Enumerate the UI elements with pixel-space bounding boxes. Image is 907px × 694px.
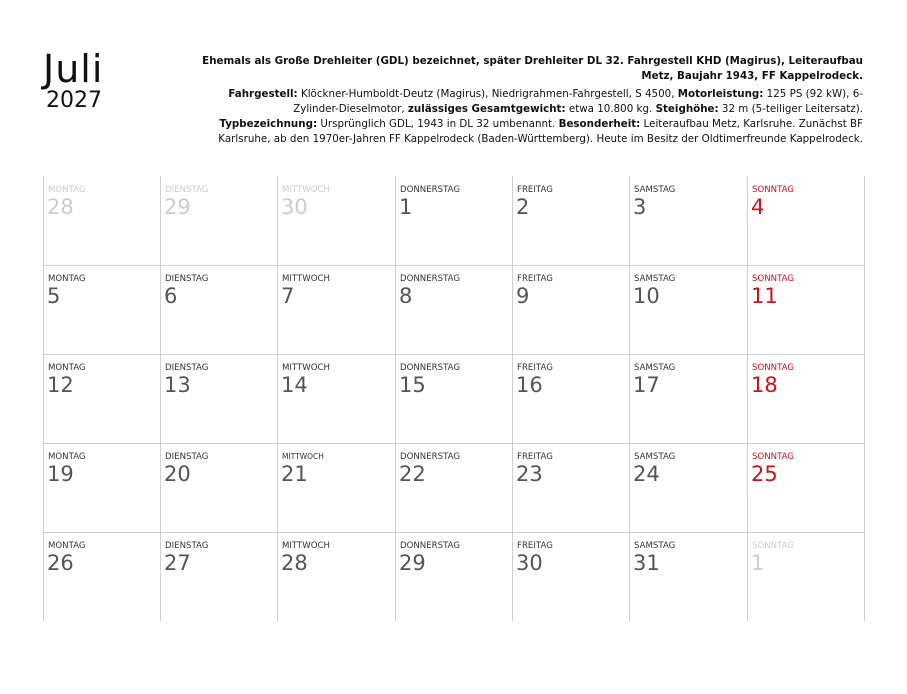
calendar-day-cell[interactable] (748, 443, 865, 532)
calendar-day-cell[interactable] (396, 443, 513, 532)
day-number: 1 (751, 551, 765, 575)
day-number: 14 (281, 373, 308, 397)
day-number: 9 (516, 284, 530, 308)
calendar-day-cell[interactable] (748, 354, 865, 443)
calendar-day-cell[interactable] (748, 265, 865, 354)
detail-label: Besonderheit: (558, 118, 641, 130)
weekday-label: MONTAG (48, 541, 86, 551)
calendar-day-cell[interactable] (278, 443, 395, 532)
day-number: 8 (399, 284, 413, 308)
detail-text: Ursprünglich GDL, 1943 in DL 32 umbenannt. (317, 118, 559, 130)
year-title: 2027 (46, 88, 102, 113)
calendar-day-cell[interactable] (278, 354, 395, 443)
weekday-label: FREITAG (517, 541, 553, 551)
calendar-day-cell[interactable] (748, 176, 865, 265)
weekday-label: MITTWOCH (282, 363, 331, 373)
weekday-label: DONNERSTAG (400, 541, 461, 551)
weekday-label: MITTWOCH (282, 452, 324, 461)
calendar-day-cell[interactable] (161, 443, 278, 532)
weekday-label: FREITAG (517, 185, 553, 195)
day-number: 29 (399, 551, 426, 575)
day-number: 17 (633, 373, 660, 397)
calendar-day-cell[interactable] (513, 532, 630, 621)
calendar-day-cell[interactable] (630, 265, 747, 354)
detail-label: Fahrgestell: (228, 88, 298, 100)
weekday-label: SAMSTAG (634, 274, 676, 284)
weekday-label: FREITAG (517, 452, 553, 462)
weekday-label: FREITAG (517, 363, 553, 373)
weekday-label: SONNTAG (752, 452, 795, 462)
day-number: 11 (751, 284, 778, 308)
calendar-day-cell[interactable] (630, 443, 747, 532)
day-number: 19 (47, 462, 74, 486)
day-number: 27 (164, 551, 191, 575)
description-details (198, 87, 863, 147)
calendar-day-cell[interactable] (44, 265, 161, 354)
weekday-label: MITTWOCH (282, 541, 331, 551)
detail-text: Leiteraufbau Metz, Karlsruhe. Zunächst BF Karlsruhe, ab den 1970er-Jahren FF Kappelrodeck (Baden-Württemberg). Heute im Besitz der Oldtimerfreunde Kappelrodeck. (218, 118, 863, 145)
day-number: 15 (399, 373, 426, 397)
weekday-label: DIENSTAG (165, 541, 209, 551)
calendar-day-cell[interactable] (630, 354, 747, 443)
month-title: Juli (43, 47, 104, 91)
calendar-day-cell[interactable] (513, 265, 630, 354)
calendar-day-cell[interactable] (630, 176, 747, 265)
day-number: 4 (751, 195, 765, 219)
weekday-label: FREITAG (517, 274, 553, 284)
weekday-label: DONNERSTAG (400, 274, 461, 284)
day-number: 24 (633, 462, 660, 486)
calendar-day-cell[interactable] (278, 532, 395, 621)
calendar-day-cell[interactable] (396, 354, 513, 443)
day-number: 30 (281, 195, 308, 219)
weekday-label: SAMSTAG (634, 452, 676, 462)
weekday-label: DONNERSTAG (400, 363, 461, 373)
day-number: 16 (516, 373, 543, 397)
day-number: 12 (47, 373, 74, 397)
detail-label: Steighöhe: (655, 103, 719, 115)
calendar-day-cell[interactable] (513, 354, 630, 443)
calendar-day-cell[interactable] (161, 354, 278, 443)
day-number: 22 (399, 462, 426, 486)
weekday-label: MONTAG (48, 363, 86, 373)
calendar-day-cell[interactable] (161, 532, 278, 621)
day-number: 3 (633, 195, 647, 219)
calendar-day-cell[interactable] (161, 265, 278, 354)
day-number: 13 (164, 373, 191, 397)
day-number: 18 (751, 373, 778, 397)
calendar-day-cell[interactable] (44, 443, 161, 532)
detail-text: 32 m (5-teiliger Leitersatz). (718, 103, 863, 115)
day-number: 23 (516, 462, 543, 486)
detail-text: 125 PS (92 kW), 6-Zylinder-Dieselmotor, (293, 88, 863, 115)
weekday-label: SONNTAG (752, 185, 795, 195)
weekday-label: MITTWOCH (282, 185, 331, 195)
description-headline: Ehemals als Große Drehleiter (GDL) bezeichnet, später Drehleiter DL 32. Fahrgestell KHD (Magirus), Leiteraufbau Metz, Baujahr 1943, FF Kappelrodeck. (202, 55, 863, 82)
calendar-day-cell[interactable] (630, 532, 747, 621)
weekday-label: DIENSTAG (165, 452, 209, 462)
calendar-day-cell[interactable] (278, 176, 395, 265)
weekday-label: MONTAG (48, 274, 86, 284)
weekday-label: SAMSTAG (634, 363, 676, 373)
calendar-day-cell[interactable] (44, 532, 161, 621)
vehicle-description (198, 54, 863, 147)
day-number: 21 (281, 462, 308, 486)
detail-label: Typbezeichnung: (219, 118, 318, 130)
detail-text: Klöckner-Humboldt-Deutz (Magirus), Niedrigrahmen-Fahrgestell, S 4500, (297, 88, 678, 100)
day-number: 1 (399, 195, 413, 219)
calendar-day-cell[interactable] (278, 265, 395, 354)
calendar-day-cell[interactable] (396, 176, 513, 265)
weekday-label: MITTWOCH (282, 274, 331, 284)
day-number: 10 (633, 284, 660, 308)
calendar-day-cell[interactable] (44, 176, 161, 265)
weekday-label: MONTAG (48, 452, 86, 462)
day-number: 25 (751, 462, 778, 486)
day-number: 31 (633, 551, 660, 575)
calendar-day-cell[interactable] (513, 443, 630, 532)
day-number: 7 (281, 284, 295, 308)
weekday-label: DIENSTAG (165, 363, 209, 373)
weekday-label: SONNTAG (752, 274, 795, 284)
calendar-grid (43, 176, 865, 621)
weekday-label: DIENSTAG (165, 274, 209, 284)
detail-label: zulässiges Gesamtgewicht: (407, 103, 566, 115)
calendar-day-cell[interactable] (44, 354, 161, 443)
day-number: 20 (164, 462, 191, 486)
weekday-label: SONNTAG (752, 541, 795, 551)
day-number: 28 (281, 551, 308, 575)
detail-text: etwa 10.800 kg. (565, 103, 656, 115)
weekday-label: SAMSTAG (634, 185, 676, 195)
day-number: 6 (164, 284, 178, 308)
day-number: 29 (164, 195, 191, 219)
weekday-label: DONNERSTAG (400, 185, 461, 195)
day-number: 28 (47, 195, 74, 219)
weekday-label: DIENSTAG (165, 185, 209, 195)
day-number: 5 (47, 284, 61, 308)
calendar-day-cell[interactable] (513, 176, 630, 265)
weekday-label: SAMSTAG (634, 541, 676, 551)
weekday-label: MONTAG (48, 185, 86, 195)
day-number: 26 (47, 551, 74, 575)
weekday-label: DONNERSTAG (400, 452, 461, 462)
detail-label: Motorleistung: (677, 88, 764, 100)
day-number: 2 (516, 195, 530, 219)
weekday-label: SONNTAG (752, 363, 795, 373)
calendar-day-cell[interactable] (396, 532, 513, 621)
calendar-day-cell[interactable] (396, 265, 513, 354)
calendar-day-cell[interactable] (748, 532, 865, 621)
day-number: 30 (516, 551, 543, 575)
calendar-day-cell[interactable] (161, 176, 278, 265)
